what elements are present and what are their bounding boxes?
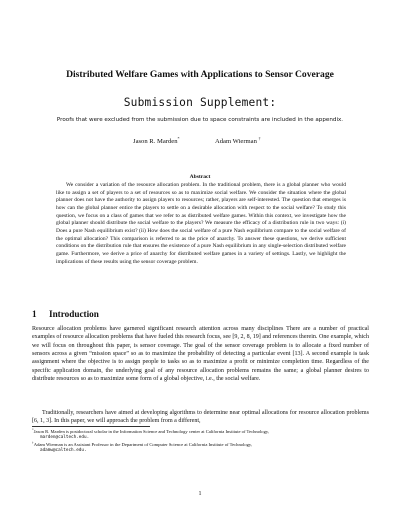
footnote-mark: * <box>32 427 34 432</box>
section-number: 1 <box>32 309 37 319</box>
body-paragraph: Resource allocation problems have garnered significant research attention across many disciplines There are a number of practical examples of resource allocation problems that have fueled this research focus, see [9, 2, 8, 19] and references therein. One example, which we will focus on throughout this paper, is sensor coverage. The goal of the sensor coverage problem is to allocate a fixed number of sensors across a given “mission space” so as to maximize the probability of detecting a particular event [13]. A second example is task assignment where the objective is to assign people to tasks so as to maximize a profit or minimize completion time. Regardless of the specific application domain, the underlying goal of any resource allocation problems remains the same; a global planner desires to distribute resources so as to maximize some form of a global objective, i.e., the social welfare. <box>32 326 369 383</box>
supplement-note: Proofs that were excluded from the submission due to space constraints are included in the appendix. <box>56 117 344 123</box>
abstract-text: We consider a variation of the resource allocation problem. In the traditional problem, there is a global planner who would like to assign a set of players to a set of resources so as to maximize social welfare. We consider the situation where the global planner does not have the authority to assign players to resources; rather, players are self-interested. The question that emerges is how can the global planner entice the players to settle on a desirable allocation with respect to the social welfare? To study this question, we focus on a class of games that we refer to as distributed welfare games. Within this context, we investigate how the global planner should distribute the social welfare to the players? We measure the efficacy of a distribution rule in two ways: (i) Does a pure Nash equilibrium exist? (ii) How does the social welfare of a pure Nash equilibrium compare to the social welfare of the optimal allocation? This comparison is referred to as the price of anarchy. To answer these questions, we derive sufficient conditions on the distribution rule that ensures the existence of a pure Nash equilibrium in any single-selection distributed welfare game. Furthermore, we derive a price of anarchy for distributed welfare games in a variety of settings. Lastly, we highlight the implications of these results using the sensor coverage problem. <box>56 182 346 265</box>
body-paragraph: Traditionally, researchers have aimed at developing algorithms to determine near optimal allocations for resource allocation problems [6, 1, 3]. In this paper, we will approach the problem from a different, <box>32 410 369 425</box>
footnote-email[interactable]: marden@caltech.edu. <box>40 435 90 441</box>
author-name: Adam Wierman <box>215 138 257 145</box>
section-heading <box>32 308 332 320</box>
author-1 <box>133 137 180 147</box>
footnote-rule <box>32 426 150 427</box>
section-title: Introduction <box>49 309 99 319</box>
author-2 <box>215 137 261 147</box>
author-footnote-mark: † <box>258 135 261 141</box>
footnote-text: Jason R. Marden is postdoctoral scholar in the Information Science and Technology center at California Institute of Technology, <box>33 429 270 434</box>
author-footnote-mark: * <box>177 135 180 141</box>
footnote-email[interactable]: adamw@caltech.edu. <box>40 448 87 454</box>
author-name: Jason R. Marden <box>133 138 178 145</box>
paper-title: Distributed Welfare Games with Applications to Sensor Coverage <box>66 69 334 80</box>
footnote-text: Adam Wierman is an Assistant Professor in the Department of Computer Science at California Institute of Technology, <box>33 441 253 447</box>
footnotes <box>32 424 369 455</box>
abstract-heading: Abstract <box>189 174 211 180</box>
page-number: 1 <box>198 491 202 497</box>
supplement-heading: Submission Supplement: <box>123 96 277 109</box>
author-list <box>0 137 400 149</box>
footnote-mark: † <box>32 440 34 445</box>
